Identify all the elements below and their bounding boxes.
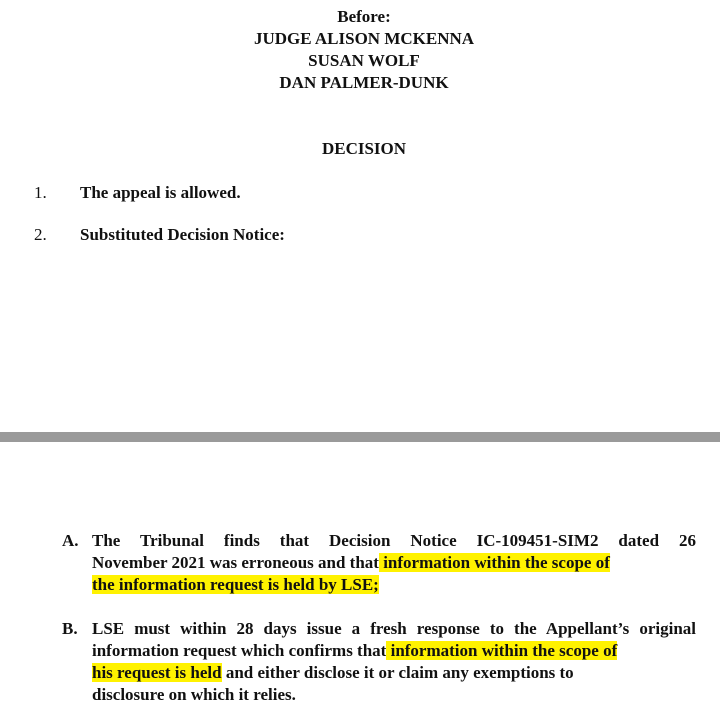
document-page-bottom [0,442,720,715]
paragraph-b-line-3-text: and either disclose it or claim any exemptions to [221,663,574,682]
item-text: The appeal is allowed. [80,183,241,202]
panel-member-2: SUSAN WOLF [308,51,420,70]
paragraph-b-highlight: information within the scope of [386,641,618,660]
paragraph-a-highlight: the information request is held by LSE; [92,575,379,594]
panel-member-3: DAN PALMER-DUNK [279,73,449,92]
before-label: Before: [337,7,391,26]
paragraph-b-highlight: his request is held [92,663,222,682]
panel-member-judge: JUDGE ALISON MCKENNA [253,29,475,48]
paragraph-b-line-4: disclosure on which it relies. [92,685,296,704]
paragraph-b-line-2-text: information request which confirms that [92,641,387,660]
paragraph-b-label: B. [62,619,78,638]
decision-heading: DECISION [321,139,407,158]
paragraph-a-line-1: The Tribunal finds that Decision Notice IC-109451-SIM2 dated 26 [92,531,696,550]
paragraph-b-line-3 [92,662,696,683]
item-number: 2. [34,225,47,244]
page-divider [0,432,720,442]
paragraph-a-line-3 [92,574,696,595]
item-text: Substituted Decision Notice: [80,225,285,244]
paragraph-a-line-2-text: November 2021 was erroneous and that [92,553,379,572]
paragraph-a-label: A. [62,531,79,550]
paragraph-a-highlight: information within the scope of [378,553,610,572]
paragraph-b-line-1: LSE must within 28 days issue a fresh response to the Appellant’s original [92,619,696,638]
paragraph-a-line-2 [92,552,696,573]
item-number: 1. [34,183,47,202]
paragraph-b-line-2 [92,640,696,661]
